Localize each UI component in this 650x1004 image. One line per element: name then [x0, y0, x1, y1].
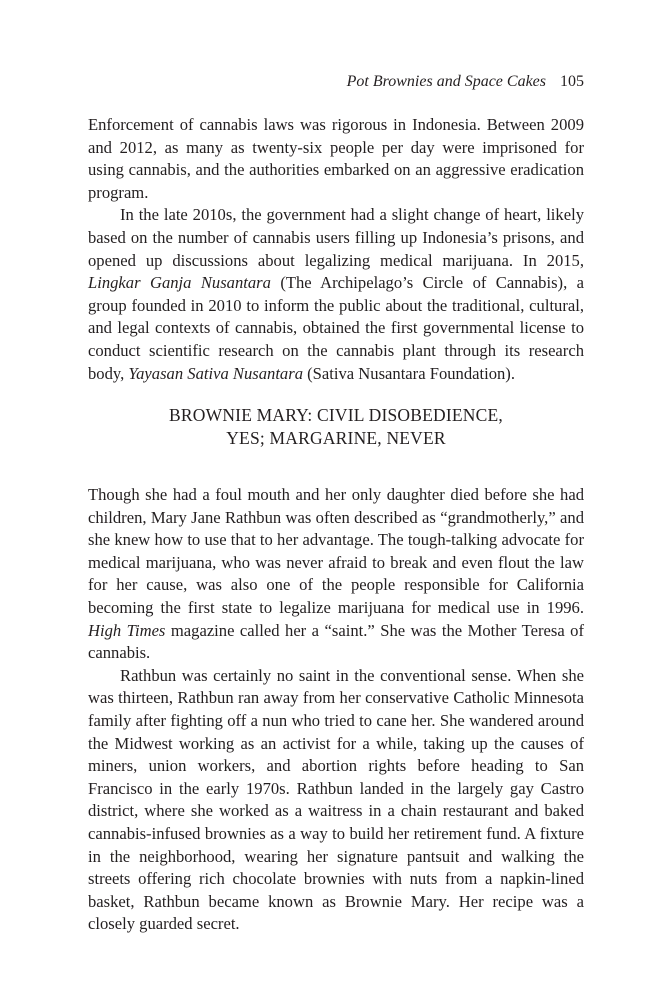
text-run: magazine called her a “saint.” She was the Mother Teresa of cannabis.	[88, 620, 584, 663]
paragraph	[88, 484, 584, 665]
paragraph: Rathbun was certainly no saint in the conventional sense. When she was thirteen, Rathbun ran away from her conservative Catholic Minnesota family after fighting off a nun who tried to cane her. She wandered around the Midwest working as an activist for a while, taking up the causes of miners, union workers, and abortion rights before heading to San Francisco in the early 1970s. Rathbun landed in the largely gay Castro district, where she worked as a waitress in a chain restaurant and baked cannabis-infused brownies as a way to build her retirement fund. A fixture in the neighborhood, wearing her signature pantsuit and walking the streets offering rich chocolate brownies with nuts from a napkin-lined basket, Rathbun became known as Brownie Mary. Her recipe was a closely guarded secret.	[88, 665, 584, 934]
text-run: (The Archipelago’s Circle of Cannabis), a group founded in 2010 to inform the public about the traditional, cultural, and legal contexts of cannabis, obtained the first governmental license to conduct scientific research on the cannabis plant through its research body,	[88, 273, 584, 383]
page-number: 105	[560, 73, 584, 90]
paragraph: Enforcement of cannabis laws was rigorous in Indonesia. Between 2009 and 2012, as many as twenty-six people per day were imprisoned for using cannabis, and the authorities embarked on an aggressive eradication program.	[88, 115, 584, 202]
text-run: (Sativa Nusantara Foundation).	[303, 363, 515, 383]
book-page	[88, 0, 584, 1004]
text-run: Though she had a foul mouth and her only daughter died before she had children, Mary Jane Rathbun was often described as “grandmotherly,” and she knew how to use that to her advantage. The tough-talking advocate for medical marijuana, who was never afraid to break and even flout the law for her cause, was also one of the people responsible for California becoming the first state to legalize marijuana for medical use in 1996.	[88, 485, 584, 617]
paragraph	[88, 204, 584, 385]
italic-title: High Times	[88, 620, 166, 640]
body-text-section-2	[88, 484, 584, 936]
running-head	[347, 72, 584, 92]
italic-term: Lingkar Ganja Nusantara	[88, 273, 271, 293]
italic-term: Yayasan Sativa Nusantara	[128, 363, 303, 383]
section-heading	[88, 404, 584, 450]
text-run: In the late 2010s, the government had a slight change of heart, likely based on the number of cannabis users filling up Indonesia’s prisons, and opened up discussions about legalizing medical marijuana. In 2015,	[88, 205, 584, 270]
section-heading-line: YES; MARGARINE, NEVER	[226, 428, 446, 448]
section-heading-line: BROWNIE MARY: CIVIL DISOBEDIENCE,	[169, 405, 503, 425]
running-head-title: Pot Brownies and Space Cakes	[346, 73, 546, 90]
body-text-section-1	[88, 114, 584, 385]
